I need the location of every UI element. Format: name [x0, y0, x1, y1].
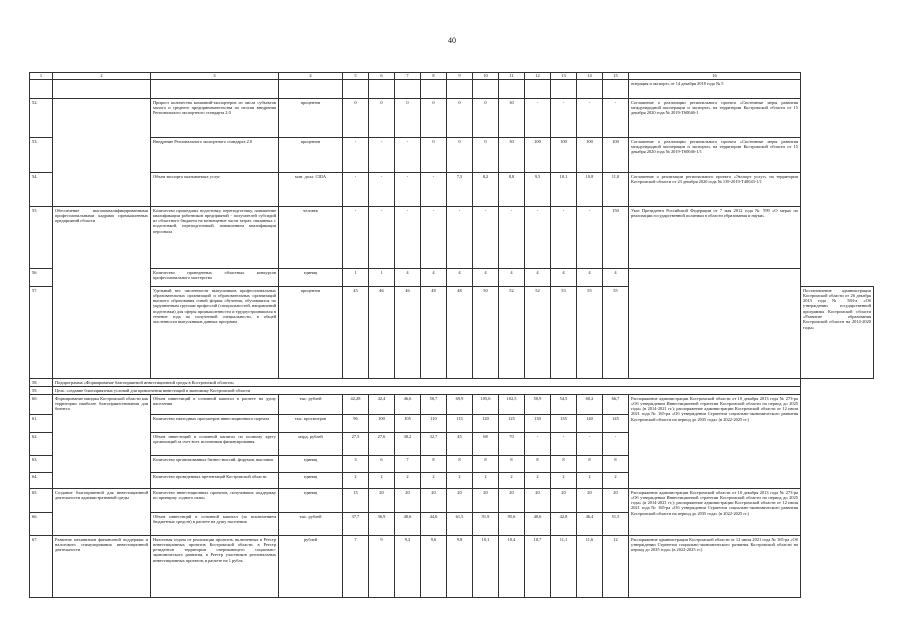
value-cell: 0 — [473, 138, 499, 173]
legal-basis-cell — [629, 269, 801, 379]
value-cell: 0 — [447, 138, 473, 173]
legal-basis-cell: Указ Президента Российской Федерации от 7 мая 2012 года № 599 «О мерах по реализации государственной политики в области образования и науки» — [629, 207, 801, 269]
value-cell: 9,6 — [421, 536, 447, 598]
column-header: 15 — [603, 73, 629, 80]
row-number: 59. — [30, 387, 53, 395]
table-row — [30, 80, 874, 99]
indicator-name: Количество ежегодных просмотров инвестиционного портала — [151, 415, 279, 433]
value-cell: 20 — [447, 489, 473, 513]
value-cell: 1 — [343, 269, 369, 287]
value-cell: - — [343, 207, 369, 269]
value-cell: 2 — [525, 473, 551, 489]
value-cell: 50 — [473, 287, 499, 379]
value-cell: 27,5 — [343, 433, 369, 456]
value-cell: 0 — [473, 99, 499, 138]
value-cell: 100 — [577, 138, 603, 173]
table-cell — [577, 80, 603, 99]
row-number: 54. — [30, 173, 53, 207]
table-row — [30, 489, 874, 513]
value-cell: 52 — [499, 287, 525, 379]
row-number: 58. — [30, 379, 53, 387]
value-cell: 42,28 — [343, 395, 369, 415]
value-cell: - — [603, 433, 629, 456]
table-cell — [151, 80, 279, 99]
value-cell: 8,8 — [499, 173, 525, 207]
value-cell: 4 — [447, 269, 473, 287]
value-cell: 100 — [603, 138, 629, 173]
value-cell: 0 — [447, 99, 473, 138]
value-cell: 55 — [603, 287, 629, 379]
value-cell: - — [551, 207, 577, 269]
value-cell: 9,8 — [447, 536, 473, 598]
value-cell: - — [369, 207, 395, 269]
column-header: 3 — [151, 73, 279, 80]
unit-cell: тыс. рублей — [279, 513, 343, 536]
row-number: 61. — [30, 415, 53, 433]
indicator-name: Количество прошедших подготовку, переподготовку, повышение квалификации работников предприятий - получателей субсидий из областного бюджета на возмещение части затрат, связанных с подготовкой, переподготовкой, повышением квалификации персонала — [151, 207, 279, 269]
value-cell: 0 — [343, 99, 369, 138]
value-cell: 2 — [551, 473, 577, 489]
indicator-name: Объем инвестиций в основной капитал (за исключением бюджетных средств) в расчете на душу населения — [151, 513, 279, 536]
legal-basis-cell: Соглашение о реализации регионального проекта «Системные меры развития международной кооперации и экспорта» на территории Костромской области от 15 декабря 2020 года № 2019-Т60046-1 — [629, 99, 801, 138]
row-number: 65. — [30, 489, 53, 513]
row-number: 66. — [30, 513, 53, 536]
value-cell: 0 — [421, 99, 447, 138]
value-cell: 4 — [603, 269, 629, 287]
table-cell — [447, 80, 473, 99]
value-cell: - — [421, 173, 447, 207]
indicator-name: Прирост количества компаний-экспортеров из числа субъектов малого и среднего предпринимательства по итогам внедрения Регионального экспортного стандарта 2.0 — [151, 99, 279, 138]
row-number: 63. — [30, 456, 53, 473]
value-cell: 42,4 — [369, 395, 395, 415]
value-cell: 100 — [525, 138, 551, 173]
row-number: 62. — [30, 433, 53, 456]
indicator-name: Объем экспорта оказываемых услуг — [151, 173, 279, 207]
value-cell: 105,6 — [473, 395, 499, 415]
table-cell — [421, 80, 447, 99]
indicator-name: Количество проведенных презентаций Костромской области — [151, 473, 279, 489]
value-cell: 100 — [369, 415, 395, 433]
value-cell: - — [447, 207, 473, 269]
row-number: 60. — [30, 395, 53, 415]
row-number: 64. — [30, 473, 53, 489]
value-cell: 145 — [603, 415, 629, 433]
value-cell: - — [577, 99, 603, 138]
table-row — [30, 207, 874, 269]
value-cell: 150 — [603, 207, 629, 269]
legal-basis-cell: Соглашение о реализации регионального проекта «Системные меры развития международной кооперации и экспорта» на территории Костромской области от 15 декабря 2020 года № 2019-Т60046-1/1 — [629, 138, 801, 173]
unit-cell: процентов — [279, 287, 343, 379]
value-cell: 46 — [395, 287, 421, 379]
value-cell: 4 — [395, 269, 421, 287]
column-header: 9 — [447, 73, 473, 80]
value-cell: 2 — [395, 473, 421, 489]
table-row — [30, 387, 874, 395]
value-cell: 4 — [551, 269, 577, 287]
value-cell: 32,7 — [421, 433, 447, 456]
legal-basis-cell: Распоряжение администрации Костромской области от 10 декабря 2013 года № 273-ра «Об утверждении Инвестиционной стратегии Костромской области на период до 2025 года» (в 2014-2021 гг.); распоряжение администрации Костромской области от 12 июля 2021 года № 165-ра «Об утверждении Стратегии социально-экономического развития Костромской области на период до 2035 года» (в 2022-2025 гг.) — [629, 489, 801, 536]
value-cell: 30,2 — [395, 433, 421, 456]
value-cell: 42,8 — [551, 513, 577, 536]
value-cell: 27,6 — [369, 433, 395, 456]
table-cell — [473, 80, 499, 99]
value-cell: 1 — [369, 269, 395, 287]
indicator-name: Удельный вес численности выпускников профессиональных образовательных организаций и образовательных организаций высшего образования очной формы обучения, обучавшихся по укрупненным группам профессий (специальностей, направлений подготовки) для сферы промышленности и трудоустроившихся в течение года по полученной специальности, в общей численности выпускников данных программ — [151, 287, 279, 379]
value-cell: 100 — [551, 138, 577, 173]
value-cell: 45 — [447, 433, 473, 456]
value-cell: 40,6 — [395, 513, 421, 536]
value-cell: 45 — [343, 287, 369, 379]
value-cell: 125 — [499, 415, 525, 433]
value-cell: 11,1 — [551, 536, 577, 598]
value-cell: 102,5 — [499, 395, 525, 415]
value-cell: 50,9 — [525, 395, 551, 415]
table-row — [30, 379, 874, 387]
value-cell: - — [395, 173, 421, 207]
value-cell: 30 — [499, 99, 525, 138]
header-row — [30, 73, 874, 80]
value-cell: - — [525, 433, 551, 456]
unit-cell: процентов — [279, 99, 343, 138]
table-cell — [279, 80, 343, 99]
value-cell: - — [551, 99, 577, 138]
value-cell: 48 — [447, 287, 473, 379]
value-cell: 9,5 — [525, 173, 551, 207]
value-cell: 110 — [421, 415, 447, 433]
table-cell — [343, 80, 369, 99]
value-cell: 60,2 — [577, 395, 603, 415]
column-header: 11 — [499, 73, 525, 80]
page-number: 40 — [448, 36, 456, 45]
indicator-name: Объем инвестиций в основной капитал по полному кругу организаций за счет всех источников финансирования — [151, 433, 279, 456]
value-cell: 9 — [369, 536, 395, 598]
row-number: 67. — [30, 536, 53, 598]
value-cell: - — [343, 173, 369, 207]
value-cell: 20 — [473, 489, 499, 513]
value-cell: 115 — [447, 415, 473, 433]
value-cell: 2 — [603, 473, 629, 489]
indicator-name: Количество организованных бизнес-миссий, форумов, выставок — [151, 456, 279, 473]
row-number: 57. — [30, 287, 53, 379]
table-cell — [499, 80, 525, 99]
value-cell: 20 — [421, 489, 447, 513]
value-cell: 8 — [421, 456, 447, 473]
value-cell: 68 — [473, 433, 499, 456]
unit-cell: единиц — [279, 473, 343, 489]
value-cell: 95,6 — [499, 513, 525, 536]
value-cell: 61,5 — [447, 513, 473, 536]
value-cell: 20 — [577, 489, 603, 513]
unit-cell: процентов — [279, 138, 343, 173]
value-cell: 8 — [473, 456, 499, 473]
value-cell: 48 — [421, 287, 447, 379]
value-cell: 8 — [577, 456, 603, 473]
value-cell: 10,7 — [525, 536, 551, 598]
value-cell: - — [473, 207, 499, 269]
value-cell: 20 — [395, 489, 421, 513]
table-cell — [603, 80, 629, 99]
value-cell: - — [577, 433, 603, 456]
indicator-name: Количество проведенных областных конкурсов профессионального мастерства — [151, 269, 279, 287]
value-cell: 52 — [525, 287, 551, 379]
value-cell: 36,9 — [369, 513, 395, 536]
value-cell: 10,8 — [577, 173, 603, 207]
value-cell: 2 — [447, 473, 473, 489]
value-cell: 8,2 — [473, 173, 499, 207]
column-header: 2 — [53, 73, 151, 80]
table-row — [30, 536, 874, 598]
value-cell: 8 — [525, 456, 551, 473]
value-cell: 20 — [551, 489, 577, 513]
value-cell: 12 — [603, 536, 629, 598]
table-cell — [395, 80, 421, 99]
unit-cell: тыс. просмотров — [279, 415, 343, 433]
value-cell: 140 — [577, 415, 603, 433]
table-row — [30, 138, 874, 173]
value-cell: 10,1 — [473, 536, 499, 598]
value-cell: - — [421, 207, 447, 269]
value-cell: 135 — [551, 415, 577, 433]
value-cell: 91,9 — [473, 513, 499, 536]
table-cell — [525, 80, 551, 99]
value-cell: 20 — [525, 489, 551, 513]
value-cell: 96 — [343, 415, 369, 433]
column-header: 16 — [629, 73, 801, 80]
value-cell: - — [395, 138, 421, 173]
column-header: 14 — [577, 73, 603, 80]
table-row — [30, 269, 874, 287]
value-cell: 53 — [551, 287, 577, 379]
table-cell — [551, 80, 577, 99]
value-cell: - — [343, 138, 369, 173]
value-cell: - — [369, 138, 395, 173]
goal-cell: Формирование имиджа Костромской области как территории наиболее благоприятствования для бизнеса — [53, 395, 151, 489]
value-cell: 50,7 — [421, 395, 447, 415]
table-row — [30, 99, 874, 138]
value-cell: 0 — [395, 99, 421, 138]
value-cell: 10,1 — [551, 173, 577, 207]
legal-basis-cell: Постановление администрации Костромской области от 26 декабря 2013 года № 584-а «Об утверждении государственной программы Костромской области «Развитие образования Костромской области на 2014-2020 годы» — [801, 287, 874, 379]
value-cell: 0 — [369, 99, 395, 138]
value-cell: - — [577, 207, 603, 269]
value-cell: 55 — [577, 287, 603, 379]
legal-basis-cell: Распоряжение администрации Костромской области от 12 июля 2021 года № 165-ра «Об утверждении Стратегии социально-экономического развития Костромской области на период до 2035 года» (в 2022-2025 гг.) — [629, 536, 801, 598]
value-cell: 2 — [369, 473, 395, 489]
row-number: 55. — [30, 207, 53, 269]
value-cell: 11,0 — [603, 173, 629, 207]
legal-basis-cell: операция и экспорт» от 14 декабря 2018 года № 5 — [629, 80, 801, 99]
value-cell: 66,7 — [603, 395, 629, 415]
value-cell: 2 — [421, 473, 447, 489]
value-cell: 11,6 — [577, 536, 603, 598]
value-cell: - — [551, 433, 577, 456]
unit-cell: единиц — [279, 489, 343, 513]
value-cell: 46 — [369, 287, 395, 379]
table-cell — [30, 80, 53, 99]
value-cell: - — [525, 99, 551, 138]
column-header: 10 — [473, 73, 499, 80]
column-header: 13 — [551, 73, 577, 80]
unit-cell: рублей — [279, 536, 343, 598]
table-cell — [53, 80, 151, 99]
value-cell: 2 — [473, 473, 499, 489]
unit-cell: млн. долл. США — [279, 173, 343, 207]
legal-basis-cell: Соглашение о реализации регионального проекта «Экспорт услуг» на территории Костромской области от 23 декабря 2020 года № 139-2019-Т40043-1/1 — [629, 173, 801, 207]
row-number: 53. — [30, 138, 53, 173]
legal-basis-cell: Распоряжение администрации Костромской области от 10 декабря 2013 года № 273-ра «Об утверждении Инвестиционной стратегии Костромской области на период до 2025 года» (в 2014-2021 гг.); распоряжение администрации Костромской области от 12 июля 2021 года № 165-ра «Об утверждении Стратегии социально-экономического развития Костромской области на период до 2035 года» (в 2022-2025 гг.) — [629, 395, 801, 489]
unit-cell: единиц — [279, 269, 343, 287]
value-cell: 40,6 — [525, 513, 551, 536]
column-header: 12 — [525, 73, 551, 80]
value-cell: - — [395, 207, 421, 269]
indicator-name: Количество инвестиционных проектов, получивших поддержку по принципу «одного окна» — [151, 489, 279, 513]
value-cell: 54,5 — [551, 395, 577, 415]
value-cell: 37,7 — [343, 513, 369, 536]
value-cell: 20 — [603, 489, 629, 513]
value-cell: 4 — [421, 269, 447, 287]
value-cell: 3 — [343, 456, 369, 473]
goal-cell: Обеспечение высококвалифицированными профессиональными кадрами промышленных предприятий области — [53, 207, 151, 379]
value-cell: 4 — [473, 269, 499, 287]
row-number: 56. — [30, 269, 53, 287]
value-cell: 70 — [499, 433, 525, 456]
value-cell: - — [369, 173, 395, 207]
value-cell: 20 — [369, 489, 395, 513]
value-cell: 7 — [395, 456, 421, 473]
value-cell: 6 — [369, 456, 395, 473]
value-cell: 46,4 — [577, 513, 603, 536]
column-header: 4 — [279, 73, 343, 80]
value-cell: 30 — [499, 138, 525, 173]
column-header: 1 — [30, 73, 53, 80]
goal-cell — [53, 99, 151, 207]
value-cell: - — [525, 207, 551, 269]
value-cell: 105 — [395, 415, 421, 433]
value-cell: 8 — [499, 456, 525, 473]
value-cell: 130 — [525, 415, 551, 433]
indicator-name: Налоговая отдача от реализации проектов, включенных в Реестр инвестиционных проектов Костромской области, в Реестр резидентов территории опережающего социально-экономического развития, в Реестр участников региональных инвестиционных проектов, в расчете на 1 рубль — [151, 536, 279, 598]
indicator-name: Внедрение Регионального экспортного стандарта 2.0 — [151, 138, 279, 173]
value-cell: 8 — [551, 456, 577, 473]
column-header: 5 — [343, 73, 369, 80]
value-cell: 2 — [499, 473, 525, 489]
unit-cell: единиц — [279, 456, 343, 473]
unit-cell: млрд. рублей — [279, 433, 343, 456]
unit-cell: тыс. рублей — [279, 395, 343, 415]
indicators-table — [29, 72, 874, 598]
value-cell: 2 — [577, 473, 603, 489]
value-cell: 15 — [343, 489, 369, 513]
table-cell — [369, 80, 395, 99]
value-cell: 7,5 — [447, 173, 473, 207]
section-heading: Подпрограмма «Формирование благоприятной инвестиционной среды в Костромской области» — [53, 379, 801, 387]
value-cell: 120 — [473, 415, 499, 433]
value-cell: 10,4 — [499, 536, 525, 598]
value-cell: 8 — [603, 456, 629, 473]
value-cell: 46,6 — [395, 395, 421, 415]
value-cell: 20 — [499, 489, 525, 513]
value-cell: - — [499, 207, 525, 269]
value-cell: 44,6 — [421, 513, 447, 536]
row-number: 52. — [30, 99, 53, 138]
value-cell: 51,5 — [603, 513, 629, 536]
goal-cell: Развитие механизмов финансовой поддержки и налогового стимулирования инвестиционной деятельности — [53, 536, 151, 598]
value-cell: 9,3 — [395, 536, 421, 598]
section-heading: Цель: создание благоприятных условий для привлечения инвестиций в экономику Костромской области — [53, 387, 801, 395]
value-cell: 4 — [499, 269, 525, 287]
column-header: 7 — [395, 73, 421, 80]
value-cell: 8 — [447, 456, 473, 473]
indicator-name: Объем инвестиций в основной капитал в расчете на душу населения — [151, 395, 279, 415]
column-header: 8 — [421, 73, 447, 80]
value-cell: 4 — [525, 269, 551, 287]
value-cell: 2 — [343, 473, 369, 489]
value-cell: 0 — [421, 138, 447, 173]
table-row — [30, 395, 874, 415]
value-cell: - — [603, 99, 629, 138]
value-cell: 69,9 — [447, 395, 473, 415]
value-cell: 4 — [577, 269, 603, 287]
goal-cell: Создание благоприятной для инвестиционной деятельности административной среды — [53, 489, 151, 536]
unit-cell: человек — [279, 207, 343, 269]
column-header: 6 — [369, 73, 395, 80]
value-cell: 7 — [343, 536, 369, 598]
table-row — [30, 173, 874, 207]
